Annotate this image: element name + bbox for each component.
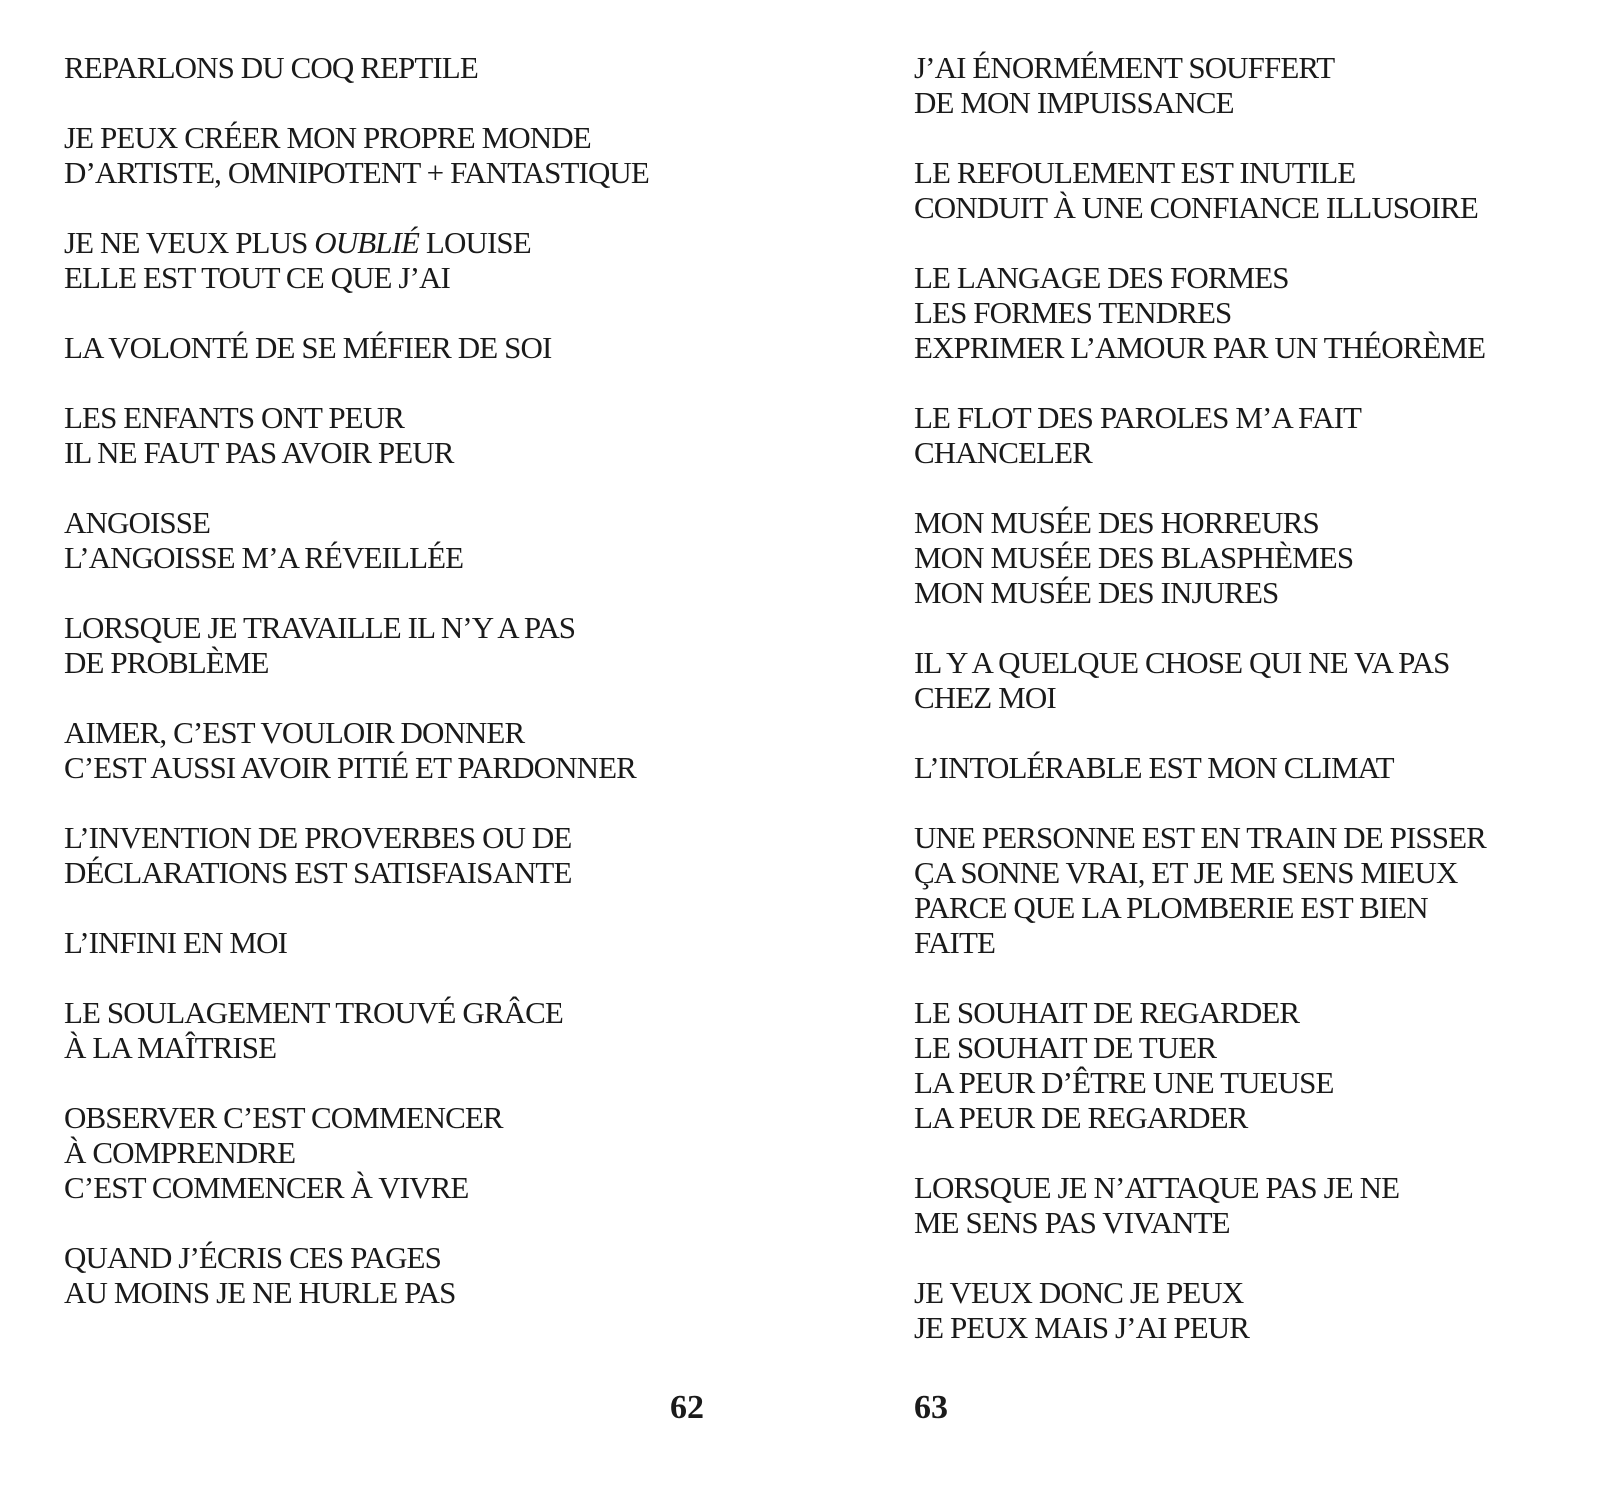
text-line: ÇA SONNE VRAI, ET JE ME SENS MIEUX	[914, 855, 1458, 890]
right-page-text	[914, 50, 1594, 1345]
stanza	[64, 505, 744, 575]
stanza	[914, 820, 1594, 960]
stanza	[914, 505, 1594, 610]
text-segment: LOUISE	[419, 225, 531, 260]
left-page	[64, 50, 744, 1345]
stanza	[914, 50, 1594, 120]
stanza	[64, 120, 744, 190]
text-segment: JE NE VEUX PLUS	[64, 225, 315, 260]
stanza	[64, 225, 744, 295]
text-line: ME SENS PAS VIVANTE	[914, 1205, 1230, 1240]
stanza	[64, 50, 744, 85]
text-line: LE SOULAGEMENT TROUVÉ GRÂCE	[64, 995, 563, 1030]
text-line: À COMPRENDRE	[64, 1135, 296, 1170]
text-line: IL NE FAUT PAS AVOIR PEUR	[64, 435, 454, 470]
stanza	[64, 1240, 744, 1310]
text-line: L’INTOLÉRABLE EST MON CLIMAT	[914, 750, 1394, 785]
text-line: DE MON IMPUISSANCE	[914, 85, 1234, 120]
text-line: IL Y A QUELQUE CHOSE QUI NE VA PAS	[914, 645, 1450, 680]
text-line: LA PEUR DE REGARDER	[914, 1100, 1248, 1135]
text-line: CHEZ MOI	[914, 680, 1056, 715]
stanza	[64, 1100, 744, 1205]
text-line: JE PEUX MAIS J’AI PEUR	[914, 1310, 1250, 1345]
text-line: OBSERVER C’EST COMMENCER	[64, 1100, 503, 1135]
stanza	[914, 995, 1594, 1135]
text-line: L’INVENTION DE PROVERBES OU DE	[64, 820, 572, 855]
stanza	[914, 155, 1594, 225]
text-line: LORSQUE JE N’ATTAQUE PAS JE NE	[914, 1170, 1400, 1205]
text-line: MON MUSÉE DES HORREURS	[914, 505, 1319, 540]
stanza	[64, 995, 744, 1065]
text-line: DE PROBLÈME	[64, 645, 269, 680]
text-line: ANGOISSE	[64, 505, 211, 540]
text-line: L’ANGOISSE M’A RÉVEILLÉE	[64, 540, 464, 575]
text-line: UNE PERSONNE EST EN TRAIN DE PISSER	[914, 820, 1486, 855]
text-line: LORSQUE JE TRAVAILLE IL N’Y A PAS	[64, 610, 576, 645]
page-number-left: 62	[670, 1389, 704, 1426]
page-number-right: 63	[914, 1389, 948, 1426]
text-line: JE VEUX DONC JE PEUX	[914, 1275, 1244, 1310]
text-line: LE SOUHAIT DE REGARDER	[914, 995, 1300, 1030]
text-line: C’EST AUSSI AVOIR PITIÉ ET PARDONNER	[64, 750, 636, 785]
text-line: LE LANGAGE DES FORMES	[914, 260, 1289, 295]
stanza	[64, 820, 744, 890]
text-line: MON MUSÉE DES INJURES	[914, 575, 1279, 610]
text-line: À LA MAÎTRISE	[64, 1030, 277, 1065]
text-line: D’ARTISTE, OMNIPOTENT + FANTASTIQUE	[64, 155, 649, 190]
italic-word: OUBLIÉ	[314, 225, 420, 260]
stanza	[914, 1275, 1594, 1345]
text-line	[64, 225, 744, 260]
text-line: EXPRIMER L’AMOUR PAR UN THÉORÈME	[914, 330, 1486, 365]
text-line: REPARLONS DU COQ REPTILE	[64, 50, 478, 85]
stanza	[64, 925, 744, 960]
text-line: PARCE QUE LA PLOMBERIE EST BIEN	[914, 890, 1428, 925]
text-line: C’EST COMMENCER À VIVRE	[64, 1170, 469, 1205]
text-line: DÉCLARATIONS EST SATISFAISANTE	[64, 855, 572, 890]
text-line: J’AI ÉNORMÉMENT SOUFFERT	[914, 50, 1335, 85]
text-line: FAITE	[914, 925, 996, 960]
text-line: LE SOUHAIT DE TUER	[914, 1030, 1217, 1065]
stanza	[914, 400, 1594, 470]
text-line: CONDUIT À UNE CONFIANCE ILLUSOIRE	[914, 190, 1478, 225]
stanza	[64, 610, 744, 680]
text-line: CHANCELER	[914, 435, 1092, 470]
text-line: QUAND J’ÉCRIS CES PAGES	[64, 1240, 441, 1275]
stanza	[64, 715, 744, 785]
stanza	[64, 400, 744, 470]
text-line: AIMER, C’EST VOULOIR DONNER	[64, 715, 525, 750]
text-line: LE REFOULEMENT EST INUTILE	[914, 155, 1356, 190]
right-page	[914, 50, 1594, 1380]
text-line: LA PEUR D’ÊTRE UNE TUEUSE	[914, 1065, 1334, 1100]
text-line: L’INFINI EN MOI	[64, 925, 287, 960]
stanza	[914, 750, 1594, 785]
text-line: MON MUSÉE DES BLASPHÈMES	[914, 540, 1354, 575]
stanza	[914, 645, 1594, 715]
left-page-text	[64, 50, 744, 1310]
text-line: AU MOINS JE NE HURLE PAS	[64, 1275, 456, 1310]
text-line: LE FLOT DES PAROLES M’A FAIT	[914, 400, 1362, 435]
stanza	[914, 260, 1594, 365]
text-line: JE PEUX CRÉER MON PROPRE MONDE	[64, 120, 591, 155]
text-line: LES ENFANTS ONT PEUR	[64, 400, 404, 435]
text-line: LA VOLONTÉ DE SE MÉFIER DE SOI	[64, 330, 552, 365]
text-line: LES FORMES TENDRES	[914, 295, 1232, 330]
stanza	[914, 1170, 1594, 1240]
stanza	[64, 330, 744, 365]
text-line: ELLE EST TOUT CE QUE J’AI	[64, 260, 450, 295]
